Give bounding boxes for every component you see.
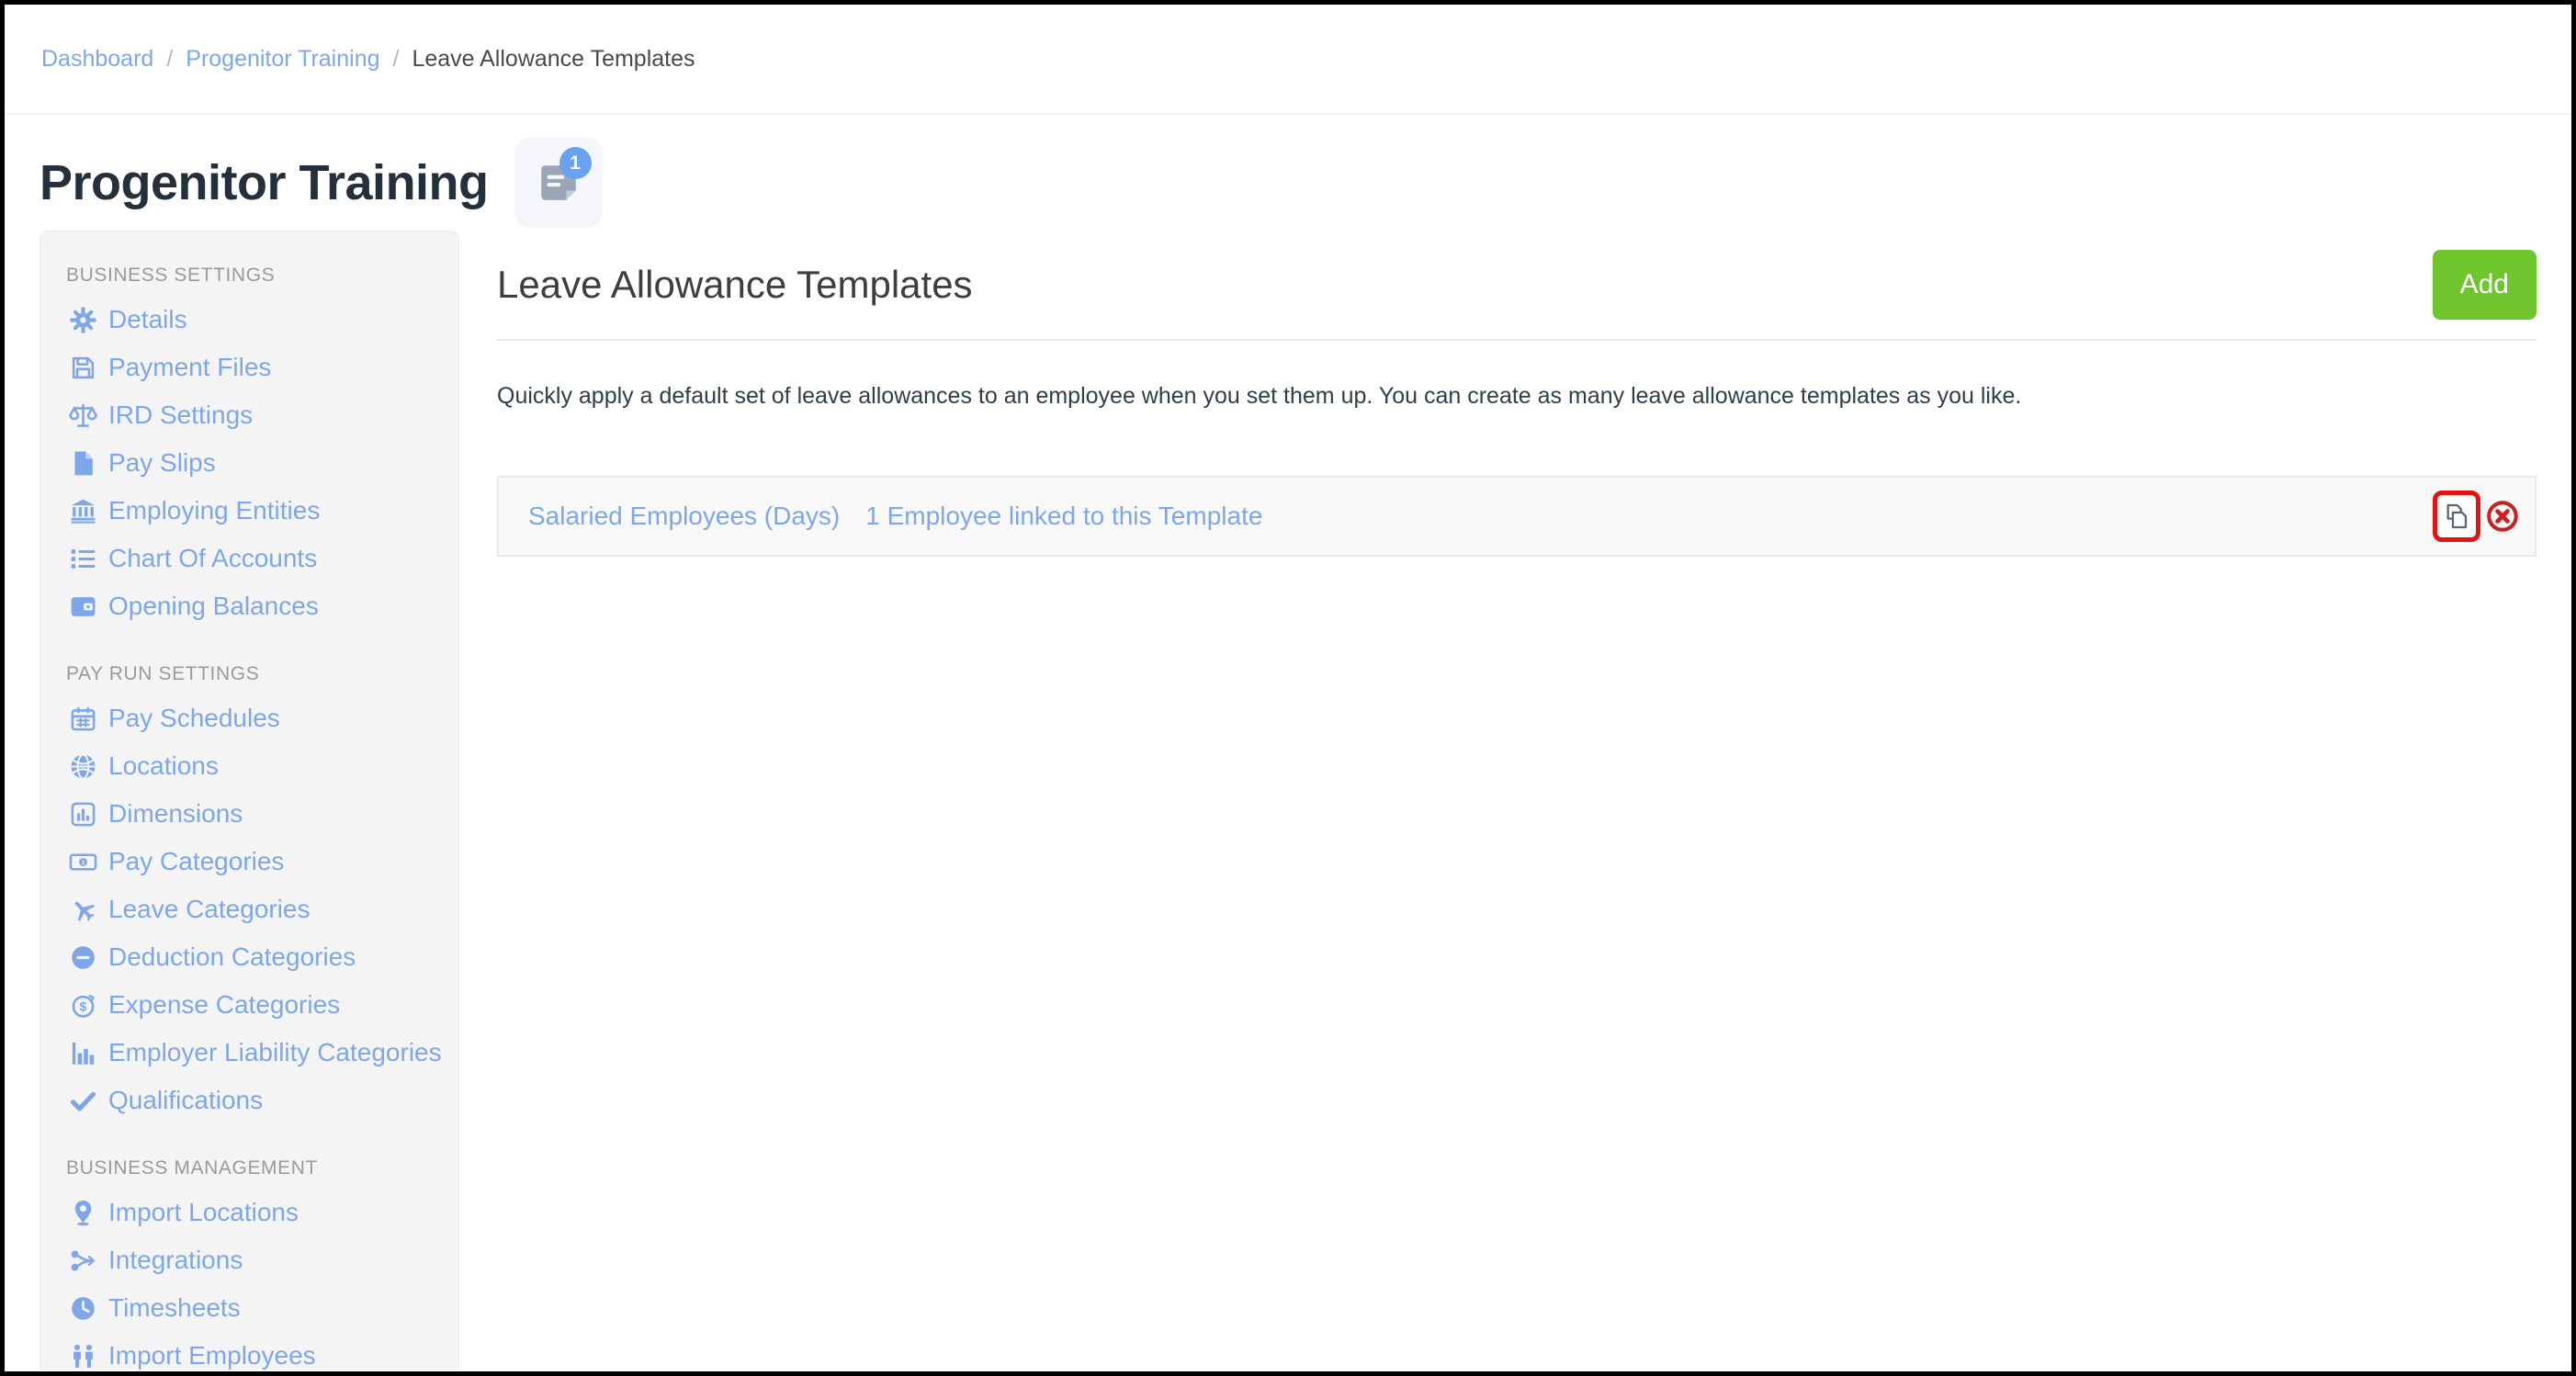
sidebar-item-integrations[interactable] (66, 1236, 444, 1284)
sidebar-item-label: Expense Categories (108, 990, 341, 1019)
breadcrumb (5, 5, 2571, 115)
main-content (459, 231, 2571, 1370)
breadcrumb-separator: / (166, 45, 174, 72)
sidebar-item-details[interactable] (66, 296, 444, 344)
save-icon (66, 352, 99, 383)
copy-template-button[interactable] (2442, 502, 2471, 531)
sidebar-item-label: Employing Entities (108, 496, 321, 524)
main-header (497, 231, 2536, 341)
sidebar-item-label: Details (108, 305, 187, 333)
breadcrumb-business[interactable]: Progenitor Training (186, 45, 380, 72)
sidebar-item-pay-categories[interactable] (66, 838, 444, 885)
sidebar-item-timesheets[interactable] (66, 1284, 444, 1332)
notes-count-badge: 1 (559, 147, 592, 179)
sidebar-item-locations[interactable] (66, 742, 444, 790)
breadcrumb-dashboard[interactable]: Dashboard (41, 45, 154, 72)
plane-icon (66, 894, 99, 925)
file-icon (66, 447, 99, 479)
title-row (5, 115, 2571, 231)
check-icon (66, 1085, 99, 1116)
sidebar-section-pay-run-settings (66, 663, 444, 1124)
sidebar-item-label: Timesheets (108, 1293, 241, 1322)
sidebar-item-label: Import Employees (108, 1341, 316, 1370)
sidebar-item-label: Locations (108, 751, 219, 780)
people-icon (66, 1340, 99, 1370)
sidebar-item-label: Pay Categories (108, 847, 285, 875)
bar-chart-square-icon (66, 798, 99, 829)
delete-icon (2485, 499, 2520, 534)
section-title: PAY RUN SETTINGS (66, 663, 260, 684)
sidebar-item-employing-entities[interactable] (66, 487, 444, 535)
sidebar-item-label: Pay Slips (108, 448, 216, 477)
sidebar-item-label: Leave Categories (108, 895, 311, 923)
wallet-icon (66, 591, 99, 622)
add-template-button[interactable]: Add (2433, 250, 2536, 320)
svg-text:1: 1 (81, 859, 85, 866)
sidebar-item-deduction-categories[interactable] (66, 933, 444, 981)
section-title: BUSINESS SETTINGS (66, 265, 276, 286)
template-row (497, 476, 2536, 557)
template-linked-info: 1 Employee linked to this Template (865, 502, 1263, 530)
money-bill-icon (66, 846, 99, 877)
globe-icon (66, 750, 99, 782)
sidebar-section-business-settings (66, 265, 444, 630)
sidebar-item-import-locations[interactable] (66, 1189, 444, 1236)
sidebar-item-label: Integrations (108, 1246, 243, 1274)
template-name-link[interactable]: Salaried Employees (Days) (528, 502, 841, 530)
sidebar-item-label: Opening Balances (108, 592, 319, 620)
bank-icon (66, 495, 99, 526)
sidebar-item-dimensions[interactable] (66, 790, 444, 838)
scales-icon (66, 400, 99, 431)
sidebar-section-business-management (66, 1157, 444, 1370)
sidebar-item-employer-liability-categories[interactable] (66, 1029, 444, 1077)
sidebar-item-payment-files[interactable] (66, 344, 444, 391)
clock-icon (66, 1292, 99, 1324)
minus-circle-icon (66, 942, 99, 973)
breadcrumb-separator: / (392, 45, 400, 72)
delete-template-button[interactable] (2485, 499, 2520, 534)
sidebar-item-label: Pay Schedules (108, 704, 280, 732)
section-title: BUSINESS MANAGEMENT (66, 1157, 318, 1179)
svg-text:$: $ (79, 999, 86, 1015)
sidebar-item-expense-categories[interactable] (66, 981, 444, 1029)
sidebar-item-import-employees[interactable] (66, 1332, 444, 1370)
sidebar-item-ird-settings[interactable] (66, 391, 444, 439)
sidebar-item-label: Qualifications (108, 1086, 264, 1114)
sidebar-item-leave-categories[interactable] (66, 885, 444, 933)
industry-chart-icon (66, 1037, 99, 1068)
page-title: Progenitor Training (40, 155, 489, 210)
dollar-rotate-icon (66, 989, 99, 1021)
sidebar-item-label: Chart Of Accounts (108, 544, 318, 572)
sidebar-item-pay-schedules[interactable] (66, 694, 444, 742)
sidebar-item-qualifications[interactable] (66, 1077, 444, 1124)
sidebar-item-label: Import Locations (108, 1198, 299, 1226)
share-icon (66, 1245, 99, 1276)
sidebar-item-label: Deduction Categories (108, 942, 356, 971)
sidebar-item-label: Dimensions (108, 799, 243, 828)
annotation-highlight-box (2433, 491, 2480, 542)
sidebar-item-chart-of-accounts[interactable] (66, 535, 444, 582)
settings-sidebar (40, 231, 459, 1370)
sidebar-item-label: IRD Settings (108, 400, 254, 429)
sidebar-item-label: Employer Liability Categories (108, 1038, 442, 1066)
list-icon (66, 543, 99, 574)
calendar-icon (66, 703, 99, 734)
sidebar-item-label: Payment Files (108, 353, 272, 381)
template-row-actions (2433, 491, 2520, 542)
sidebar-item-pay-slips[interactable] (66, 439, 444, 487)
sidebar-item-opening-balances[interactable] (66, 582, 444, 630)
map-pin-icon (66, 1197, 99, 1228)
copy-icon (2442, 502, 2471, 531)
breadcrumb-current-page: Leave Allowance Templates (412, 45, 695, 72)
business-notes-button[interactable] (514, 138, 603, 228)
page-section-heading: Leave Allowance Templates (497, 263, 973, 306)
gear-icon (66, 304, 99, 335)
page-description: Quickly apply a default set of leave allowances to an employee when you set them up. You can create as many leave allowance templates as you like. (497, 383, 2022, 409)
